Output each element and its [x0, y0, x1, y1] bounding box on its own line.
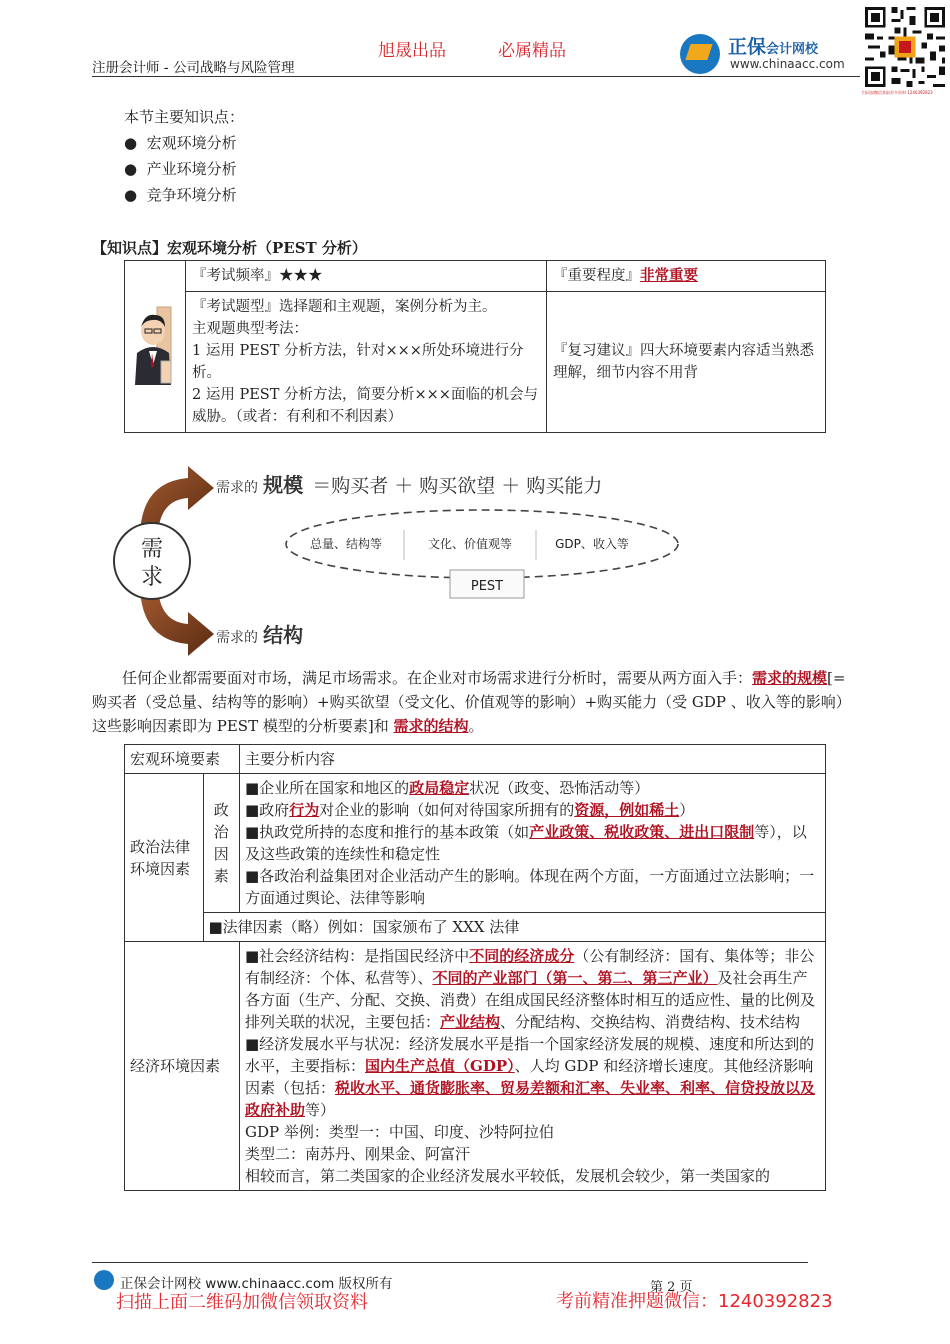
subjective-title: 主观题典型考法： — [192, 321, 308, 337]
table-row — [125, 942, 826, 1191]
table-row — [125, 913, 826, 942]
logo-mark-icon — [680, 34, 720, 74]
svg-text:需求的 规模 ＝购买者 ＋ 购买欲望 ＋ 购 — [216, 473, 602, 497]
document-title: 注册会计师 - 公司战略与风险管理 — [92, 60, 295, 76]
structure-strong: 结构 — [263, 623, 304, 647]
method-1: 1 运用 PEST 分析方法，针对×××所处环境进行分析。 — [192, 343, 524, 381]
header-divider — [92, 76, 860, 77]
bullet-icon: ● — [124, 186, 147, 204]
question-type-cell — [186, 292, 547, 433]
knowledge-point-title: 【知识点】宏观环境分析（PEST 分析） — [92, 239, 367, 257]
qr-caption: 扫码加微信获取更多资料 1240392823 — [862, 90, 933, 95]
scale-strong: 规模 — [263, 473, 304, 497]
footer-wechat-note: 考前精准押题微信：1240392823 — [556, 1291, 833, 1312]
list-item: ● 宏观环境分析 — [124, 134, 237, 152]
chinaacc-logo[interactable] — [680, 30, 860, 76]
demand-pest-diagram — [92, 460, 792, 660]
demand-char-1: 需 — [140, 537, 164, 562]
logo-subtitle: 会计网校 — [766, 42, 819, 57]
factor-income: GDP、收入等 — [555, 537, 629, 551]
pest-label: PEST — [470, 579, 504, 594]
header-cell-factor: 宏观环境要素 — [125, 745, 240, 774]
table-row — [125, 745, 826, 774]
importance-value: 非常重要 — [640, 267, 698, 284]
structure-prefix: 需求的 — [216, 630, 258, 646]
review-advice: 『复习建议』四大环境要素内容适当熟悉理解，细节内容不用背 — [553, 343, 814, 381]
scale-formula: ＝购买者 ＋ 购买欲望 ＋ 购买能力 — [312, 475, 603, 497]
header-tag-right: 必属精品 — [498, 41, 566, 61]
highlight-demand-structure: 需求的结构 — [393, 717, 469, 735]
subcategory-political: 政治因素 — [203, 774, 240, 913]
legal-content: ■法律因素（略）例如：国家颁布了 XXX 法律 — [203, 913, 826, 942]
header-tag-left: 旭晟出品 — [378, 41, 446, 61]
logo-url: www.chinaacc.com — [730, 57, 845, 71]
frequency-stars: ★★★ — [279, 268, 323, 284]
teacher-avatar-cell — [125, 261, 186, 433]
highlight-demand-scale: 需求的规模 — [752, 669, 828, 687]
bullet-icon: ● — [124, 134, 147, 152]
section-knowledge-list — [124, 104, 244, 208]
list-item: ● 竞争环境分析 — [124, 186, 237, 204]
logo-name: 正保 — [728, 36, 767, 58]
footer-logo-icon — [94, 1270, 114, 1290]
demand-char-2: 求 — [140, 565, 164, 590]
table-row — [125, 774, 826, 913]
importance-cell — [547, 261, 826, 292]
category-political-legal: 政治法律环境因素 — [125, 774, 204, 942]
scale-prefix: 需求的 — [216, 480, 258, 496]
factor-population: 总量、结构等 — [309, 537, 383, 551]
footer-copyright: 正保会计网校 www.chinaacc.com 版权所有 — [120, 1276, 393, 1292]
political-content: ■企业所在国家和地区的政局稳定状况（政变、恐怖活动等） ■政府行为对企业的影响（如何对待国家所拥有的资源，例如稀土） ■执政党所持的态度和推行的基本政策（如产业政策、税收政策、进出口限制等），以及这些政策的连续性和稳定性 ■各政治利益集团对企业活动产生的影响。体现在两个方面，一方面通过立法影响；一方面通过舆论、法律等影响 — [240, 774, 826, 913]
pest-analysis-table — [124, 744, 826, 1191]
frequency-label: 『考试频率』 — [192, 268, 279, 284]
method-2: 2 运用 PEST 分析方法，简要分析×××面临的机会与威胁。（或者：有利和不利因素） — [192, 387, 538, 425]
exam-frequency-cell — [186, 261, 547, 292]
svg-text:需求的 结构 — [216, 623, 303, 647]
list-item: ● 产业环境分析 — [124, 160, 237, 178]
header-cell-content: 主要分析内容 — [240, 745, 826, 774]
page-number: 第 2 页 — [650, 1280, 693, 1295]
knowledge-list-title: 本节主要知识点： — [124, 108, 245, 126]
economic-content: ■社会经济结构：是指国民经济中不同的经济成分（公有制经济：国有、集体等；非公有制经济：个体、私营等）、不同的产业部门（第一、第二、第三产业）及社会再生产各方面（生产、分配、交换、消费）在组成国民经济整体时相互的适应性、量的比例及排列关联的状况，主要包括：产业结构、分配结构、交换结构、消费结构、技术结构 ■经济发展水平与状况：经济发展水平是指一个国家经济发展的规模、速度和所达到的水平，主要指标：国内生产总值（GDP）、人均 GDP 和经济增长速度。其他经济影响因素（包括：税收水平、通货膨胀率、贸易差额和汇率、失业率、利率、信贷投放以及政府补助等） GDP 举例：类型一：中国、印度、沙特阿拉伯 类型二：南苏丹、刚果金、阿富汗 相较而言，第二类国家的企业经济发展水平较低，发展机会较少，第一类国家的 — [240, 942, 826, 1191]
category-economic: 经济环境因素 — [125, 942, 240, 1191]
question-type: 『考试题型』选择题和主观题，案例分析为主。 — [192, 299, 497, 315]
intro-paragraph: 任何企业都需要面对市场，满足市场需求。在企业对市场需求进行分析时，需要从两方面入手：需求的规模[=购买者（受总量、结构等的影响）+购买欲望（受文化、价值观等的影响）+购买能力（受 GDP 、收入等的影响）这些影响因素即为 PEST 模型的分析要素]和 需求的结构。 — [92, 669, 851, 735]
footer-divider — [92, 1262, 808, 1263]
wechat-qr-code-icon[interactable] — [862, 4, 948, 90]
review-advice-cell — [547, 292, 826, 433]
exam-info-table — [124, 260, 826, 433]
footer-scan-note: 扫描上面二维码加微信领取资料 — [116, 1292, 368, 1313]
teacher-avatar — [127, 293, 181, 393]
bullet-icon: ● — [124, 160, 147, 178]
factor-culture: 文化、价值观等 — [427, 537, 513, 551]
importance-label: 『重要程度』 — [553, 268, 640, 284]
